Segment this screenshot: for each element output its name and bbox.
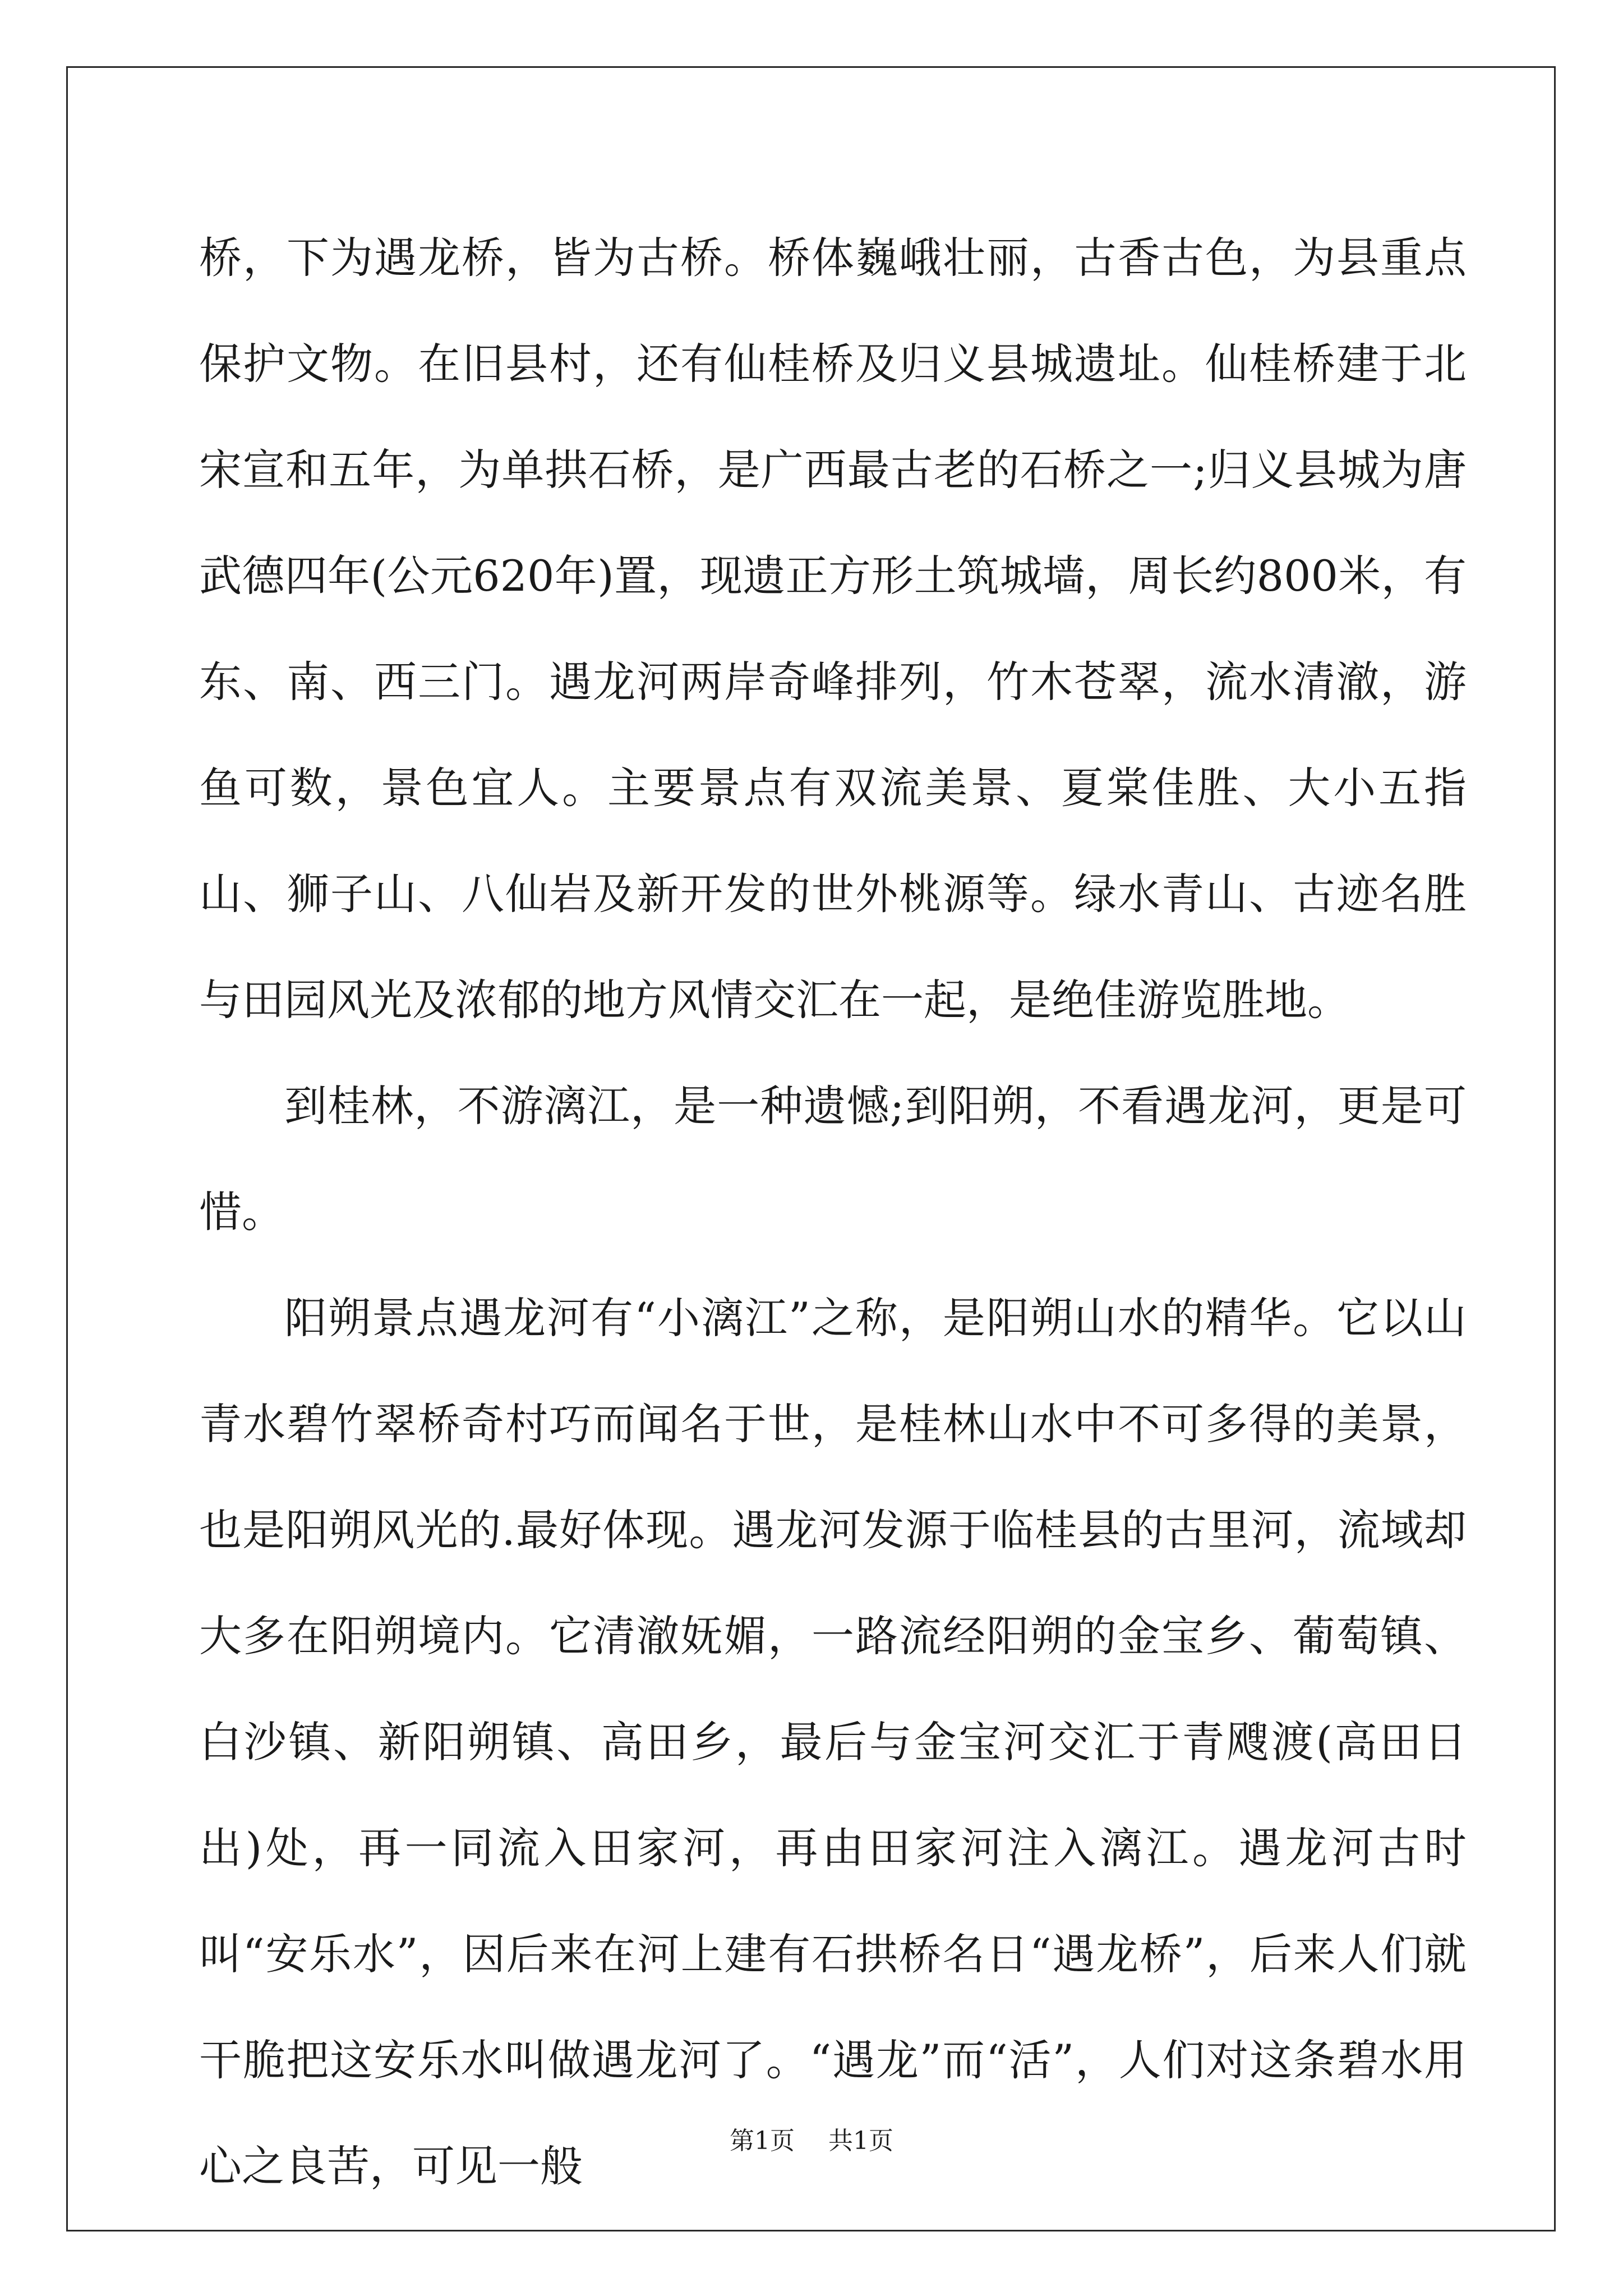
page-number: 第1页 bbox=[730, 2127, 795, 2155]
paragraph-3: 阳朔景点遇龙河有“小漓江”之称，是阳朔山水的精华。它以山青水碧竹翠桥奇村巧而闻名于世，是桂林山水中不可多得的美景，也是阳朔风光的.最好体现。遇龙河发源于临桂县的古里河，流域却大多在阳朔境内。它清澈妩媚，一路流经阳朔的金宝乡、葡萄镇、白沙镇、新阳朔镇、高田乡，最后与金宝河交汇于青飕渡(高田日出)处，再一同流入田家河，再由田家河注入漓江。遇龙河古时叫“安乐水”，因后来在河上建有石拱桥名日“遇龙桥”，后来人们就干脆把这安乐水叫做遇龙河了。“遇龙”而“活”，人们对这条碧水用心之良苦，可见一般 bbox=[199, 1293, 1467, 2191]
page-footer bbox=[0, 2120, 1623, 2156]
page-total: 共1页 bbox=[828, 2127, 893, 2155]
paragraph-2: 到桂林，不游漓江，是一种遗憾;到阳朔，不看遇龙河，更是可惜。 bbox=[199, 1081, 1467, 1237]
paragraph-1: 桥，下为遇龙桥，皆为古桥。桥体巍峨壮丽，古香古色，为县重点保护文物。在旧县村，还有仙桂桥及归义县城遗址。仙桂桥建于北宋宣和五年，为单拱石桥，是广西最古老的石桥之一;归义县城为唐武德四年(公元620年)置，现遗正方形土筑城墙，周长约800米，有东、南、西三门。遇龙河两岸奇峰排列，竹木苍翠，流水清澈，游鱼可数，景色宜人。主要景点有双流美景、夏棠佳胜、大小五指山、狮子山、八仙岩及新开发的世外桃源等。绿水青山、古迹名胜与田园风光及浓郁的地方风情交汇在一起，是绝佳游览胜地。 bbox=[199, 233, 1467, 1025]
document-body bbox=[199, 205, 1467, 2219]
